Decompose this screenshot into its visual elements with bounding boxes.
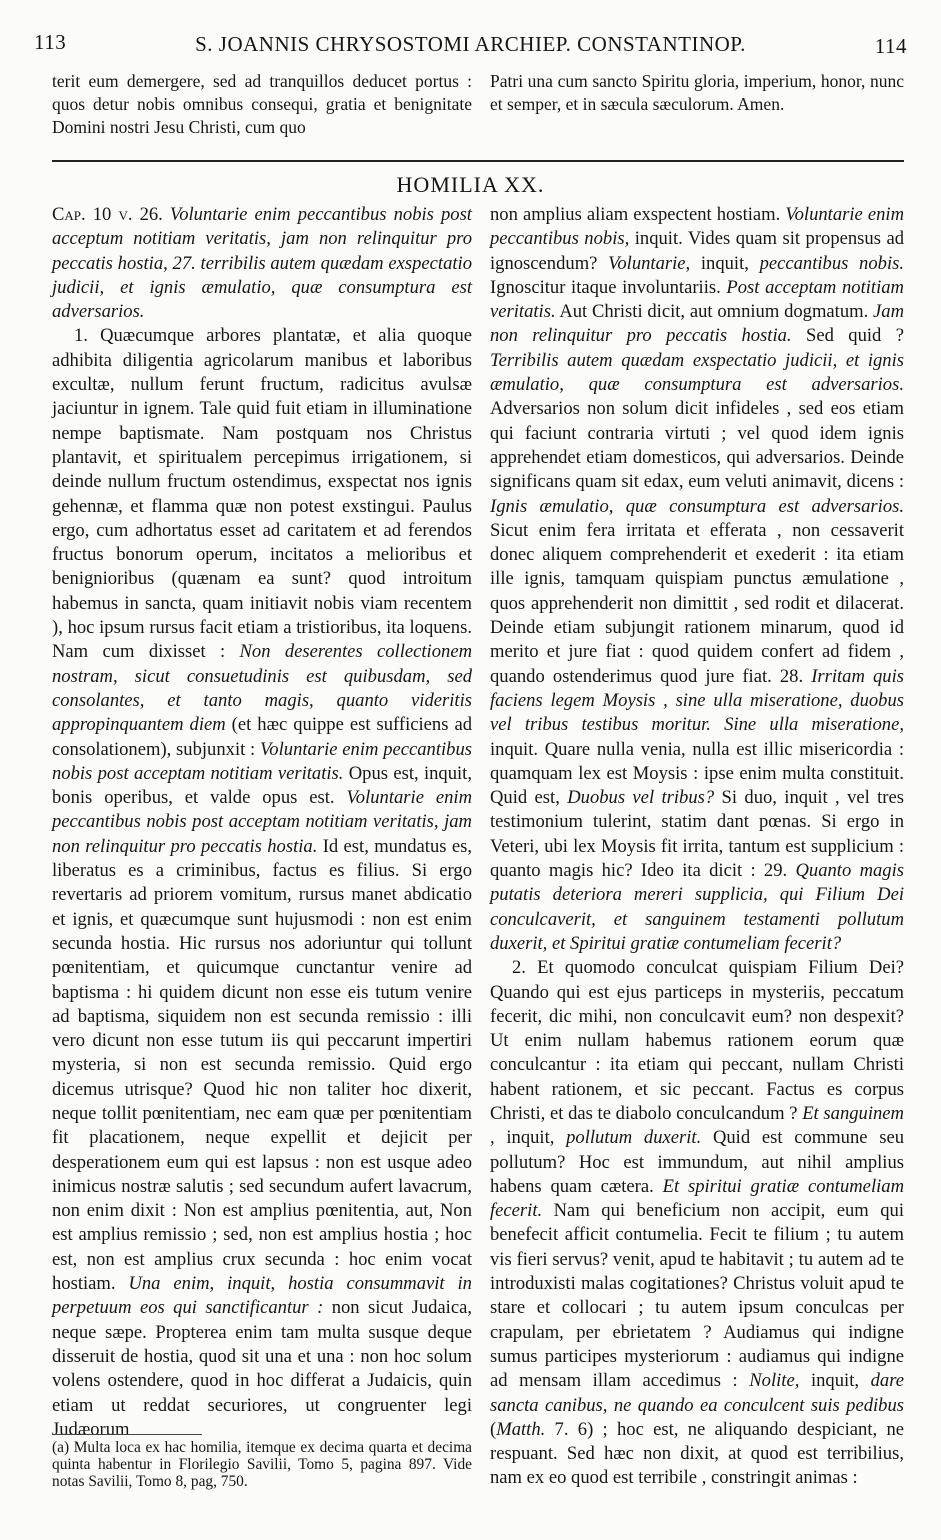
left-body-segment: non sicut Judaica, neque sæpe. Propterea enim tam multa susque deque disseruit de hostia, quod sit una et una : non hoc solum volens ostendere, quod in hoc differat a Judaicis, quin etiam ut reddat securiores, ut congruenter legi Judæorum <box>52 1297 472 1440</box>
running-header <box>34 30 907 58</box>
right-body-p2-segment: Quid est commune seu pollutum? Hoc est immundum, aut nihil amplius habens quam cætera. <box>490 1127 905 1197</box>
right-body-p2-segment: pollutum duxerit. <box>566 1127 702 1149</box>
right-body-p1-segment: Jam non relinquitur pro peccatis hostia. <box>490 301 904 347</box>
chapter-verse <box>52 203 472 324</box>
right-body-p1-segment: Aut Christi dicit, aut omnium dogmatum. <box>555 301 874 323</box>
right-body-p2-segment: ( <box>490 1418 497 1440</box>
right-body-p1-segment: Adversarios non solum dicit infideles , sed eos etiam qui faciunt contraria virtuti ; vel quod idem ignis apprehendet etiam domesticos, qui adversarios. Deinde significans quam sit edax, eum veluti animavit, dicens : <box>490 398 904 493</box>
page-number-right: 114 <box>874 34 907 58</box>
right-body-p2-segment: 7. 6) ; hoc est, ne aliquando despiciant, ne respuant. Sed hæc non dixit, at quod est terribilius, nam ex eo quod est terribile , constringit animas : <box>490 1418 904 1489</box>
top-right-text <box>490 70 904 116</box>
left-body-segment: (et hæc quippe est sufficiens ad consolationem), subjunxit : <box>52 714 472 760</box>
right-body-p1-segment: peccantibus nobis. <box>759 252 904 274</box>
left-body-segment: Voluntarie enim peccantibus nobis post acceptam notitiam veritatis, jam non relinquitur pro peccatis hostia. <box>52 787 472 857</box>
right-body-p2-segment: Et sanguinem , <box>490 1102 904 1149</box>
left-body-segment: Voluntarie enim peccantibus nobis post acceptam notitiam veritatis. <box>52 738 472 784</box>
right-body-p1-segment: Post acceptam notitiam veritatis. <box>490 276 904 323</box>
right-body-p1-segment: Ignoscitur itaque involuntariis. <box>490 276 727 298</box>
left-body-segment: 1. Quæcumque arbores plantatæ, et alia quoque adhibita diligentia agricolarum manibus et laboribus excultæ, nullum ferunt fructum, radicitus avulsæ jaciuntur in ignem. Tale quid fuit etiam in illuminatione nempe baptismate. Nam postquam nos Christus plantavit, et spiritualem percepimus irrigationem, si deinde nullum fructum ostendimus, exspectat nos ignis gehennæ, et flamma quæ non potest exstingui. Paulus ergo, cum adhortatus esset ad caritatem et ad ferendos fructus bonorum operum, incitatos a melioribus et benignioribus (quænam ea sunt? quod introitum habemus in sancta, quam initiavit nobis viam recentem ), hoc ipsum rursus facit etiam a tristioribus, ita loquens. Nam cum dixisset : <box>52 325 472 663</box>
page-number-left: 113 <box>34 30 67 54</box>
right-body-p1-segment: inquit. Vides quam sit propensus ad ignoscendum? <box>490 228 904 274</box>
chapter-text: Voluntarie enim peccantibus nobis post acceptum notitiam veritatis, jam non relinquitur pro peccatis hostia, 27. terribilis autem quædam exspectatio judicii, et ignis æmulatio, quæ consumptura est adversarios. <box>52 204 472 323</box>
footnote-rule <box>52 1434 202 1435</box>
right-body-p2-segment: Matth. <box>496 1418 546 1440</box>
right-body-p1-segment: inquit, <box>690 252 760 274</box>
right-body-p1-segment: Quanto magis putatis deteriora mereri supplicia, qui Filium Dei conculcaverit, et sanguinem testamenti pollutum duxerit, et Spiritui gratiæ contumeliam fecerit? <box>490 860 904 954</box>
section-rule <box>52 160 904 162</box>
running-title: S. JOANNIS CHRYSOSTOMI ARCHIEP. CONSTANTINOP. <box>195 32 746 56</box>
right-body-p1-segment: Sed quid ? <box>791 325 904 347</box>
right-body-p1-segment: inquit. Quare nulla venia, nulla est illic misericordia : quamquam lex est Moysis : ipse enim multa constituit. Quid est, <box>490 738 904 809</box>
left-body-segment: Una enim, inquit, hostia consummavit in perpetuum eos qui sanctificantur : <box>52 1273 472 1319</box>
left-body <box>52 324 472 1442</box>
left-column <box>52 203 472 1442</box>
chapter-ref: Cap. 10 v. 26. <box>52 204 163 225</box>
left-body-segment: Non deserentes collectionem nostram, sicut consuetudinis est quibusdam, sed consolantes, et tanto magis, quanto videritis appropinquantem diem <box>52 641 473 736</box>
right-column <box>490 203 904 1491</box>
left-body-segment: Opus est, inquit, bonis operibus, et valde opus est. <box>52 762 473 809</box>
footnote: (a) Multa loca ex hac homilia, itemque ex decima quarta et decima quinta habentur in Florilegio Savilii, Tomo 5, pagina 897. Vide notas Savilii, Tomo 8, pag, 750. <box>52 1439 472 1490</box>
right-body-p2 <box>490 956 904 1491</box>
right-body-p2-segment: Nam qui beneficium non accipit, eum qui benefecit afficit contumelia. Fecit te filium ; tu autem vis fieri servus? venit, apud te habitavit ; tu autem ad te introduxisti malas cogitationes? Christus voluit apud te stare et collocari ; tu autem ipsum conculcas per crapulam, per ebrietatem ? Audiamus qui indigne sumus participes mysteriorum : audiamus qui indigne ad mensam illam accedimus : <box>490 1200 904 1392</box>
right-body-p2-segment: inquit, <box>494 1127 567 1149</box>
top-left-text <box>52 70 472 139</box>
right-body-p2-segment: dare sancta canibus, ne quando ea conculcent suis pedibus <box>490 1370 904 1416</box>
right-body-p2-segment: Et spiritui gratiæ contumeliam fecerit. <box>490 1175 904 1222</box>
top-right-paragraph: Patri una cum sancto Spiritu gloria, imperium, honor, nunc et semper, et in sæcula sæculorum. Amen. <box>490 71 904 114</box>
right-body-p2-segment: inquit, <box>799 1370 871 1392</box>
right-body-p1-segment: Irritam quis faciens legem Moysis , sine ulla miseratione, duobus vel tribus testibus moritur. Sine ulla miseratione, <box>490 665 904 736</box>
top-left-paragraph: terit eum demergere, sed ad tranquillos deducet portus : quos detur nobis omnibus consequi, gratia et benignitate Domini nostri Jesu Christi, cum quo <box>52 71 472 137</box>
homily-title: HOMILIA XX. <box>396 172 545 197</box>
right-body-p1-segment: Si duo, inquit , vel tres testimonium tulerint, statim dant pœnas. Si ergo in Veteri, ubi lex Moysis fit irrita, tantum est supplicium : quanto magis hic? Ideo ita dicit : 29. <box>490 787 904 882</box>
right-body-p1 <box>490 203 904 956</box>
left-body-segment: Id est, mundatus es, liberatus es a criminibus, factus es filius. Si ergo revertaris ad priorem vomitum, rursus manet abdicatio et ignis, et quæcumque sunt hujusmodi : non est enim secunda hostia. Hic rursus nos adoriuntur qui tollunt pœnitentiam, et quicumque cunctantur venire ad baptisma : hi quidem dicunt non esse eis tutum venire ad baptisma, siquidem non est secunda remissio : illi vero dicunt non esse tutum iis qui peccarunt impertiri mysteria, si non est secunda remissio. Quid ergo dicemus utrisque? Quod hic non taliter hoc dixerit, neque tollit pœnitentiam, nec eam quæ per pœnitentiam fit placationem, neque expellit et dejicit per desperationem eum qui est lapsus : non est usque adeo inimicus nostræ salutis ; sed secundum aufert lavacrum, non enim dixit : Non est amplius pœnitentia, aut, Non est amplius remissio ; sed, non est amplius hostia ; hoc est, non est amplius crux secunda : hoc enim vocat hostiam. <box>52 835 472 1295</box>
right-body-p1-segment: Duobus vel tribus? <box>567 787 715 809</box>
right-body-p1-segment: Sicut enim fera irritata et efferata , non cessaverit donec aliquem comprehenderit et exederit : ita etiam ille ignis, tamquam quispiam punctus æmulatione , quos apprehenderit non dimittit , sed rodit et dilacerat. Deinde etiam subjungit rationem minarum, quod id merito et jure fiat : quod quidem confert ad fidem , quando ostenderimus quod jure fiat. 28. <box>490 519 904 687</box>
right-body-p1-segment: non amplius aliam exspectent hostiam. <box>490 204 786 225</box>
right-body-p1-segment: Ignis æmulatio, quæ consumptura est adversarios. <box>490 495 904 517</box>
right-body-p2-segment: 2. Et quomodo conculcat quispiam Filium Dei? Quando qui est ejus particeps in mysteriis, peccatum fecerit, dic mihi, non conculcavit eum? non despexit? Ut enim nullam habemus rationem eorum quæ conculcantur : ita etiam qui peccant, nullam Christi habent rationem, et sic peccant. Factus es corpus Christi, et das te diabolo conculcandum ? <box>490 957 904 1124</box>
right-body-p1-segment: Voluntarie, <box>608 252 691 274</box>
right-body-p1-segment: Terribilis autem quædam exspectatio judicii, et ignis æmulatio, quæ consumptura est adversarios. <box>490 349 904 396</box>
right-body-p2-segment: Nolite, <box>749 1370 800 1392</box>
right-body-p1-segment: Voluntarie enim peccantibus nobis, <box>490 204 904 250</box>
